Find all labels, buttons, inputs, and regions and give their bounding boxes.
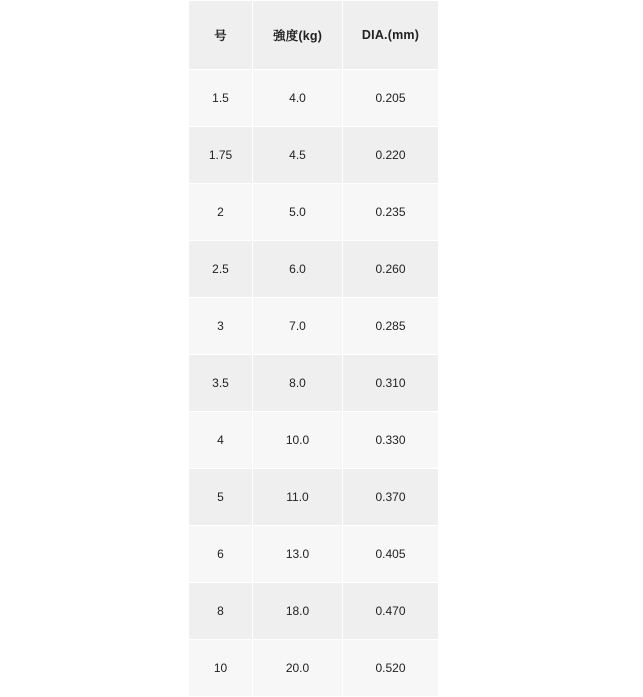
cell-strength: 20.0 [253,640,343,697]
cell-diameter: 0.235 [343,184,439,241]
cell-size: 6 [189,526,253,583]
line-specification-table [188,0,439,697]
cell-strength: 13.0 [253,526,343,583]
cell-diameter: 0.205 [343,70,439,127]
cell-strength: 18.0 [253,583,343,640]
cell-diameter: 0.470 [343,583,439,640]
column-header-size: 号 [189,1,253,70]
table-row [189,355,439,412]
table-row [189,298,439,355]
table-header [189,1,439,70]
cell-size: 10 [189,640,253,697]
cell-diameter: 0.520 [343,640,439,697]
table-body [189,70,439,697]
cell-strength: 4.5 [253,127,343,184]
cell-size: 2 [189,184,253,241]
cell-strength: 11.0 [253,469,343,526]
cell-diameter: 0.220 [343,127,439,184]
table-row [189,640,439,697]
cell-strength: 4.0 [253,70,343,127]
cell-diameter: 0.285 [343,298,439,355]
cell-size: 8 [189,583,253,640]
cell-diameter: 0.330 [343,412,439,469]
column-header-diameter: DIA.(mm) [343,1,439,70]
cell-strength: 5.0 [253,184,343,241]
table-header-row [189,1,439,70]
cell-diameter: 0.310 [343,355,439,412]
cell-size: 3 [189,298,253,355]
cell-strength: 7.0 [253,298,343,355]
cell-strength: 6.0 [253,241,343,298]
cell-strength: 10.0 [253,412,343,469]
table-row [189,412,439,469]
cell-size: 1.5 [189,70,253,127]
table-row [189,526,439,583]
table-row [189,241,439,298]
cell-size: 4 [189,412,253,469]
column-header-strength: 強度(kg) [253,1,343,70]
cell-strength: 8.0 [253,355,343,412]
cell-size: 5 [189,469,253,526]
table-row [189,127,439,184]
cell-size: 3.5 [189,355,253,412]
table-row [189,469,439,526]
table-row [189,184,439,241]
cell-diameter: 0.260 [343,241,439,298]
cell-diameter: 0.370 [343,469,439,526]
table-row [189,583,439,640]
cell-size: 1.75 [189,127,253,184]
cell-diameter: 0.405 [343,526,439,583]
cell-size: 2.5 [189,241,253,298]
table-row [189,70,439,127]
